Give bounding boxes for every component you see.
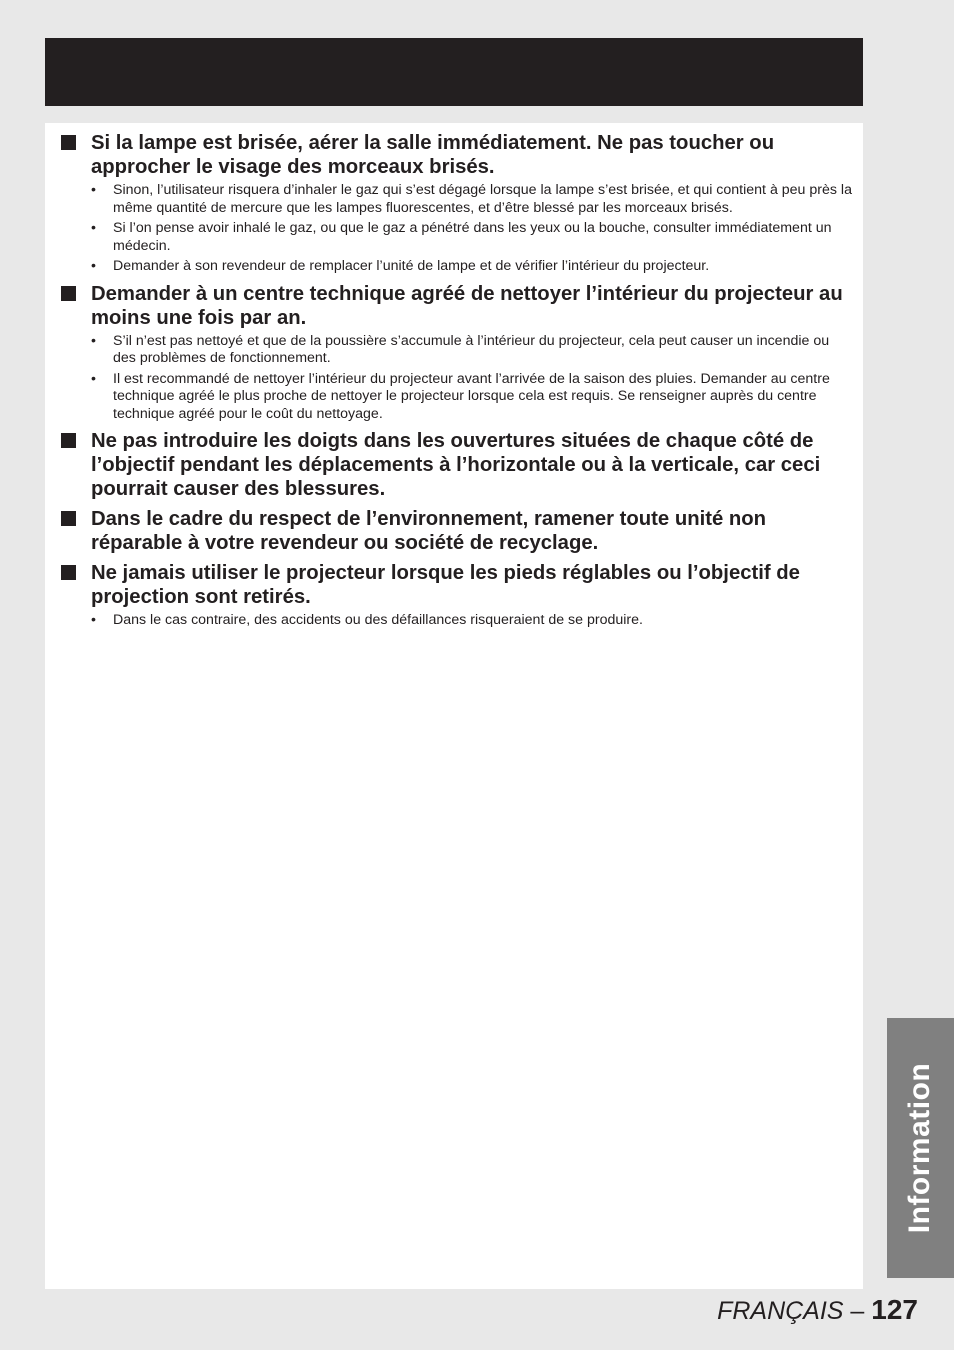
section-heading: Ne jamais utiliser le projecteur lorsque les pieds réglables ou l’objectif de projection sont retirés. (91, 562, 800, 608)
section-heading: Ne pas introduire les doigts dans les ouvertures situées de chaque côté de l’objectif pendant les déplacements à l’horizontale ou à la verticale, car ceci pourrait causer des blessures. (91, 430, 821, 500)
section-heading: Si la lampe est brisée, aérer la salle immédiatement. Ne pas toucher ou approcher le visage des morceaux brisés. (91, 132, 775, 178)
bullet-dot-icon: • (91, 182, 96, 198)
bullet-dot-icon: • (91, 220, 96, 236)
bullet-list (91, 182, 855, 276)
section-heading: Dans le cadre du respect de l’environnement, ramener toute unité non réparable à votre revendeur ou société de recyclage. (91, 508, 767, 554)
bullet-text: Si l’on pense avoir inhalé le gaz, ou que le gaz a pénétré dans les yeux ou la bouche, consulter immédiatement un médecin. (113, 220, 832, 254)
bullet-item (91, 258, 855, 276)
bullet-text: Dans le cas contraire, des accidents ou des défaillances risqueraient de se produire. (113, 612, 643, 628)
bullet-item (91, 612, 855, 630)
bullet-item (91, 182, 855, 217)
footer-separator: – (843, 1297, 872, 1325)
bullet-item (91, 333, 855, 368)
square-bullet-icon (61, 433, 76, 448)
bullet-list (91, 612, 855, 630)
page-number: 127 (871, 1294, 918, 1325)
safety-section (45, 282, 863, 424)
bullet-dot-icon: • (91, 612, 96, 628)
safety-section (45, 507, 863, 555)
side-tab-information (887, 1018, 954, 1278)
bullet-dot-icon: • (91, 370, 96, 387)
content-panel (45, 123, 863, 1289)
square-bullet-icon (61, 565, 76, 580)
safety-section (45, 131, 863, 276)
safety-section (45, 429, 863, 501)
bullet-dot-icon: • (91, 258, 96, 274)
bullet-text: Il est recommandé de nettoyer l’intérieur du projecteur avant l’arrivée de la saison des pluies. Demander au centre technique agréé le plus proche de nettoyer le projecteur lorsque cela est requis. Se renseigner auprès du centre technique agréé pour le coût du nettoyage. (113, 370, 830, 422)
safety-content (45, 131, 863, 636)
header-bar (45, 38, 863, 106)
bullet-item (91, 371, 855, 424)
square-bullet-icon (61, 286, 76, 301)
bullet-text: Sinon, l’utilisateur risquera d’inhaler le gaz qui s’est dégagé lorsque la lampe s’est brisée, et qui contient à peu près la même quantité de mercure que les lampes fluorescentes, et d’être blessé par les morceaux brisés. (113, 182, 852, 216)
bullet-text: Demander à son revendeur de remplacer l’unité de lampe et de vérifier l’intérieur du projecteur. (113, 258, 710, 274)
side-tab-label: Information (903, 1062, 936, 1234)
section-heading: Demander à un centre technique agréé de nettoyer l’intérieur du projecteur au moins une fois par an. (91, 282, 843, 329)
safety-section (45, 561, 863, 630)
bullet-dot-icon: • (91, 332, 96, 349)
square-bullet-icon (61, 511, 76, 526)
bullet-list (91, 333, 855, 424)
footer-language: FRANÇAIS (717, 1297, 844, 1325)
bullet-text: S’il n’est pas nettoyé et que de la poussière s’accumule à l’intérieur du projecteur, cela peut causer un incendie ou des problèmes de fonctionnement. (113, 332, 830, 366)
page-footer (717, 1293, 918, 1328)
square-bullet-icon (61, 135, 76, 150)
bullet-item (91, 220, 855, 255)
